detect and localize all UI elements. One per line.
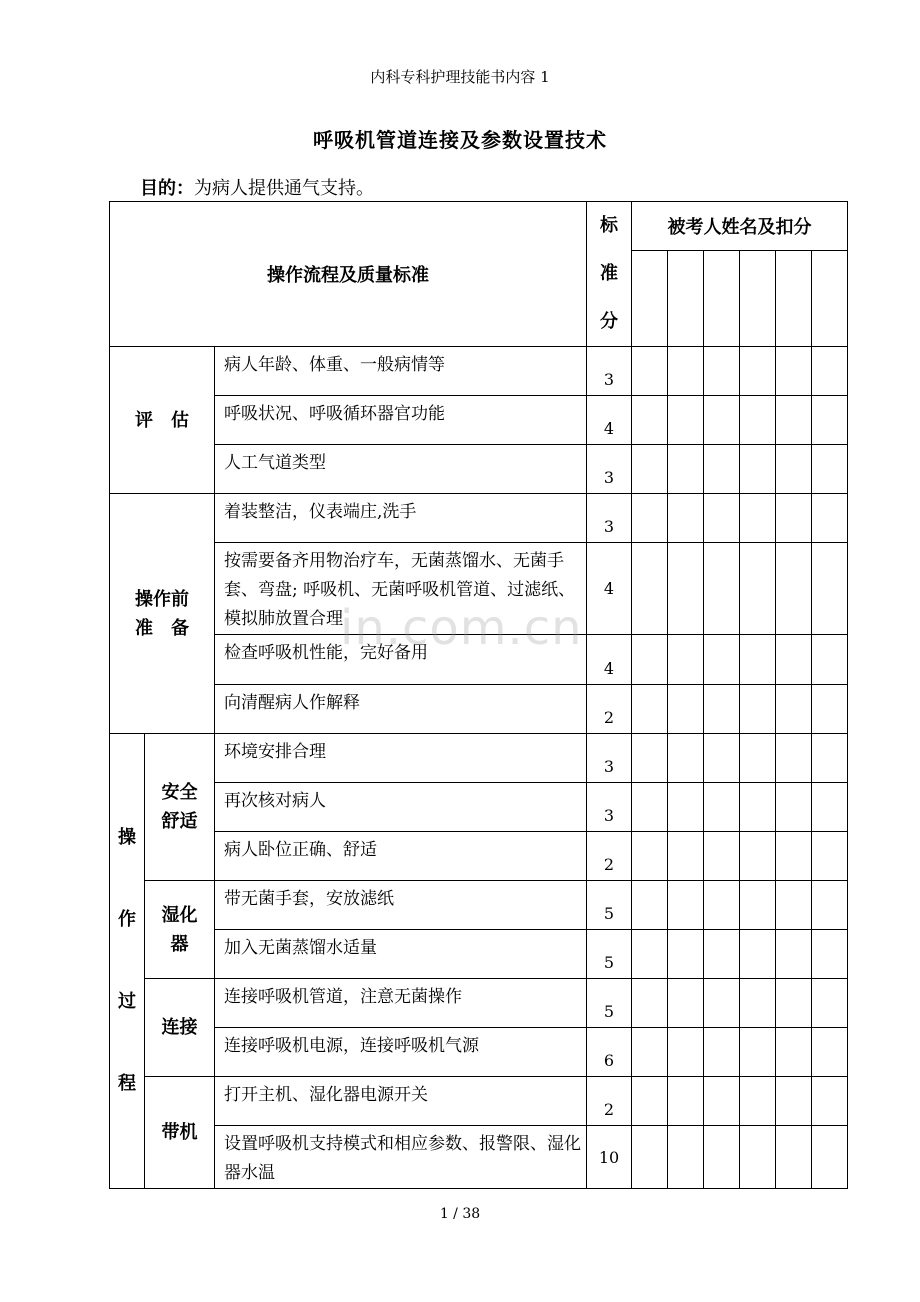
criterion-item: 连接呼吸机电源，连接呼吸机气源 [215, 1028, 587, 1077]
deduction-cell[interactable] [740, 832, 776, 881]
deduction-cell[interactable] [776, 396, 812, 445]
criterion-score: 5 [587, 979, 632, 1028]
deduction-cell[interactable] [812, 396, 848, 445]
deduction-cell[interactable] [812, 832, 848, 881]
deduction-cell[interactable] [740, 543, 776, 635]
deduction-cell[interactable] [668, 543, 704, 635]
criterion-item: 人工气道类型 [215, 445, 587, 494]
deduction-cell[interactable] [632, 734, 668, 783]
criterion-item: 病人年龄、体重、一般病情等 [215, 347, 587, 396]
examinee-cell[interactable] [776, 251, 812, 347]
criterion-score: 3 [587, 783, 632, 832]
deduction-cell[interactable] [668, 347, 704, 396]
page-header: 内科专科护理技能书内容 1 [370, 68, 550, 86]
group-humidifier: 湿化 器 [145, 881, 215, 979]
deduction-cell[interactable] [632, 881, 668, 930]
examinee-cell[interactable] [632, 251, 668, 347]
deduction-cell[interactable] [776, 930, 812, 979]
header-standard-score: 标 准 分 [587, 202, 632, 347]
deduction-cell[interactable] [812, 1077, 848, 1126]
deduction-cell[interactable] [632, 543, 668, 635]
criterion-score: 3 [587, 445, 632, 494]
examinee-cell[interactable] [668, 251, 704, 347]
criterion-score: 4 [587, 396, 632, 445]
deduction-cell[interactable] [776, 543, 812, 635]
deduction-cell[interactable] [740, 979, 776, 1028]
deduction-cell[interactable] [704, 685, 740, 734]
criterion-score: 3 [587, 734, 632, 783]
deduction-cell[interactable] [740, 635, 776, 685]
criterion-score: 5 [587, 881, 632, 930]
criterion-score: 2 [587, 1077, 632, 1126]
deduction-cell[interactable] [740, 881, 776, 930]
criterion-item: 打开主机、湿化器电源开关 [215, 1077, 587, 1126]
group-start-machine: 带机 [145, 1077, 215, 1189]
deduction-cell[interactable] [740, 347, 776, 396]
criterion-score: 3 [587, 347, 632, 396]
deduction-cell[interactable] [776, 494, 812, 543]
purpose-label: 目的： [140, 178, 194, 199]
deduction-cell[interactable] [632, 1077, 668, 1126]
deduction-cell[interactable] [704, 1126, 740, 1189]
deduction-cell[interactable] [632, 494, 668, 543]
deduction-cell[interactable] [668, 1077, 704, 1126]
deduction-cell[interactable] [812, 1028, 848, 1077]
deduction-cell[interactable] [704, 783, 740, 832]
deduction-cell[interactable] [740, 1077, 776, 1126]
criterion-score: 6 [587, 1028, 632, 1077]
criterion-item: 设置呼吸机支持模式和相应参数、报警限、湿化器水温 [215, 1126, 587, 1189]
deduction-cell[interactable] [668, 832, 704, 881]
criterion-score: 4 [587, 543, 632, 635]
deduction-cell[interactable] [668, 1028, 704, 1077]
deduction-cell[interactable] [776, 881, 812, 930]
deduction-cell[interactable] [668, 685, 704, 734]
deduction-cell[interactable] [776, 635, 812, 685]
deduction-cell[interactable] [740, 1126, 776, 1189]
criterion-item: 再次核对病人 [215, 783, 587, 832]
scoring-table [109, 201, 848, 1189]
deduction-cell[interactable] [704, 347, 740, 396]
group-connect: 连接 [145, 979, 215, 1077]
deduction-cell[interactable] [812, 543, 848, 635]
purpose-line [140, 174, 374, 200]
deduction-cell[interactable] [704, 881, 740, 930]
deduction-cell[interactable] [704, 979, 740, 1028]
header-procedure: 操作流程及质量标准 [110, 202, 587, 347]
criterion-item: 环境安排合理 [215, 734, 587, 783]
deduction-cell[interactable] [776, 979, 812, 1028]
deduction-cell[interactable] [812, 1126, 848, 1189]
criterion-item: 带无菌手套，安放滤纸 [215, 881, 587, 930]
deduction-cell[interactable] [632, 1126, 668, 1189]
deduction-cell[interactable] [740, 1028, 776, 1077]
deduction-cell[interactable] [668, 635, 704, 685]
deduction-cell[interactable] [704, 445, 740, 494]
deduction-cell[interactable] [668, 445, 704, 494]
section-assessment: 评 估 [110, 347, 215, 494]
criterion-score: 3 [587, 494, 632, 543]
deduction-cell[interactable] [632, 783, 668, 832]
deduction-cell[interactable] [812, 930, 848, 979]
criterion-score: 5 [587, 930, 632, 979]
deduction-cell[interactable] [812, 783, 848, 832]
deduction-cell[interactable] [632, 930, 668, 979]
deduction-cell[interactable] [740, 734, 776, 783]
criterion-item: 呼吸状况、呼吸循环器官功能 [215, 396, 587, 445]
deduction-cell[interactable] [812, 635, 848, 685]
deduction-cell[interactable] [704, 635, 740, 685]
deduction-cell[interactable] [668, 1126, 704, 1189]
deduction-cell[interactable] [740, 445, 776, 494]
deduction-cell[interactable] [776, 734, 812, 783]
deduction-cell[interactable] [632, 685, 668, 734]
deduction-cell[interactable] [776, 1077, 812, 1126]
criterion-score: 4 [587, 635, 632, 685]
criterion-item: 检查呼吸机性能，完好备用 [215, 635, 587, 685]
deduction-cell[interactable] [668, 979, 704, 1028]
deduction-cell[interactable] [740, 930, 776, 979]
examinee-cell[interactable] [740, 251, 776, 347]
criterion-item: 病人卧位正确、舒适 [215, 832, 587, 881]
criterion-item: 向清醒病人作解释 [215, 685, 587, 734]
deduction-cell[interactable] [668, 881, 704, 930]
deduction-cell[interactable] [776, 347, 812, 396]
examinee-cell[interactable] [704, 251, 740, 347]
purpose-text: 为病人提供通气支持。 [194, 178, 374, 199]
deduction-cell[interactable] [704, 734, 740, 783]
criterion-item: 着装整洁，仪表端庄,洗手 [215, 494, 587, 543]
deduction-cell[interactable] [668, 783, 704, 832]
deduction-cell[interactable] [740, 396, 776, 445]
deduction-cell[interactable] [812, 685, 848, 734]
document-title: 呼吸机管道连接及参数设置技术 [313, 128, 607, 152]
deduction-cell[interactable] [740, 494, 776, 543]
examinee-cell[interactable] [812, 251, 848, 347]
deduction-cell[interactable] [632, 1028, 668, 1077]
deduction-cell[interactable] [668, 396, 704, 445]
deduction-cell[interactable] [704, 494, 740, 543]
deduction-cell[interactable] [776, 445, 812, 494]
criterion-score: 2 [587, 685, 632, 734]
deduction-cell[interactable] [632, 832, 668, 881]
deduction-cell[interactable] [812, 979, 848, 1028]
section-preparation: 操作前 准 备 [110, 494, 215, 734]
deduction-cell[interactable] [632, 979, 668, 1028]
deduction-cell[interactable] [704, 543, 740, 635]
deduction-cell[interactable] [704, 1077, 740, 1126]
section-operation: 操 作 过 程 [110, 734, 145, 1189]
deduction-cell[interactable] [740, 783, 776, 832]
deduction-cell[interactable] [632, 396, 668, 445]
watermark: in.com.cn [340, 600, 583, 656]
deduction-cell[interactable] [776, 783, 812, 832]
deduction-cell[interactable] [668, 494, 704, 543]
page-number: 1 / 38 [439, 1206, 481, 1222]
criterion-score: 10 [587, 1126, 632, 1189]
deduction-cell[interactable] [668, 930, 704, 979]
group-safety: 安全 舒适 [145, 734, 215, 881]
deduction-cell[interactable] [812, 347, 848, 396]
deduction-cell[interactable] [776, 1126, 812, 1189]
deduction-cell[interactable] [812, 734, 848, 783]
deduction-cell[interactable] [704, 1028, 740, 1077]
deduction-cell[interactable] [812, 445, 848, 494]
deduction-cell[interactable] [812, 881, 848, 930]
criterion-item: 按需要备齐用物治疗车，无菌蒸馏水、无菌手套、弯盘; 呼吸机、无菌呼吸机管道、过滤纸、模拟肺放置合理 [215, 543, 587, 635]
deduction-cell[interactable] [704, 832, 740, 881]
deduction-cell[interactable] [740, 685, 776, 734]
header-examinee: 被考人姓名及扣分 [632, 202, 848, 251]
deduction-cell[interactable] [632, 445, 668, 494]
deduction-cell[interactable] [632, 635, 668, 685]
deduction-cell[interactable] [776, 832, 812, 881]
criterion-score: 2 [587, 832, 632, 881]
criterion-item: 加入无菌蒸馏水适量 [215, 930, 587, 979]
deduction-cell[interactable] [632, 347, 668, 396]
deduction-cell[interactable] [776, 1028, 812, 1077]
deduction-cell[interactable] [668, 734, 704, 783]
criterion-item: 连接呼吸机管道，注意无菌操作 [215, 979, 587, 1028]
deduction-cell[interactable] [812, 494, 848, 543]
deduction-cell[interactable] [776, 685, 812, 734]
deduction-cell[interactable] [704, 930, 740, 979]
deduction-cell[interactable] [704, 396, 740, 445]
